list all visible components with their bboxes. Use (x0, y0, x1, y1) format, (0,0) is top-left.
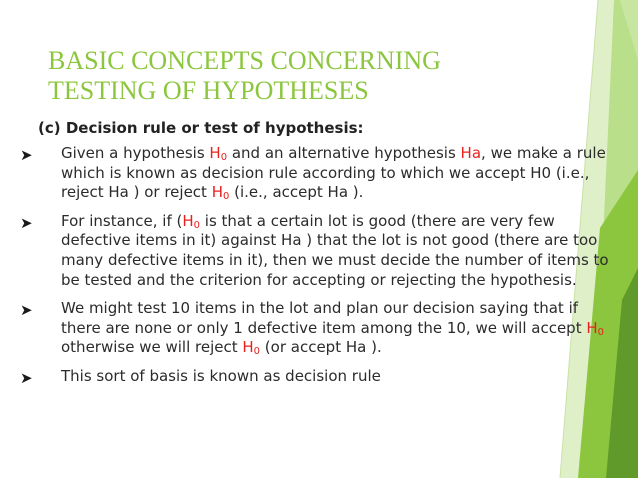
bullet-text: is that a certain lot is good (there are very few defective items in it) against Ha ) that the lot is not good (there are too many defective items in it), then we must decide the number of items to be tested and the criterion for accepting or rejecting the hypothesis. (61, 211, 609, 289)
bullet-text: (i.e., accept Ha ). (229, 183, 364, 202)
bullet-item-4 (14, 367, 612, 387)
slide-subtitle: (c) Decision rule or test of hypothesis: (38, 119, 364, 137)
bullet-text: otherwise we will reject (61, 338, 243, 357)
alternative-hypothesis-symbol: Ha (460, 144, 482, 162)
hypothesis-symbol: $H_0$ (211, 183, 230, 203)
bullet-text: This sort of basis is known as decision rule (61, 366, 381, 385)
arrowhead-bullet-icon: ➤ (20, 213, 33, 232)
hypothesis-symbol: $H_0$ (242, 338, 261, 358)
bullet-text: and an alternative hypothesis (227, 144, 461, 162)
title-line-2: TESTING OF HYPOTHESES (48, 76, 369, 105)
hypothesis-symbol: $H_0$ (209, 144, 228, 163)
arrowhead-bullet-icon: ➤ (20, 301, 33, 320)
bullet-text: (or accept Ha ). (260, 338, 382, 357)
title-line-1: BASIC CONCEPTS CONCERNING (48, 46, 441, 75)
arrowhead-bullet-icon: ➤ (20, 368, 33, 387)
bullet-item-3 (14, 299, 612, 358)
bullet-text: For instance, if ( (61, 211, 183, 230)
bullet-item-2 (14, 212, 612, 290)
bullet-text: We might test 10 items in the lot and plan our decision saying that if there are none or only 1 defective item among the 10, we will accept (61, 299, 587, 337)
hypothesis-symbol: $H_0$ (182, 211, 201, 231)
bullet-text: Given a hypothesis (61, 144, 210, 162)
bullet-item-1 (14, 144, 612, 203)
bullet-list (14, 144, 612, 396)
arrowhead-bullet-icon: ➤ (20, 146, 33, 164)
hypothesis-symbol: $H_0$ (586, 318, 605, 338)
slide-title (48, 46, 528, 106)
bullet-text: , we make a rule which is known as decision rule according to which we accept H0 (i.e., reject Ha ) or reject (61, 144, 606, 202)
